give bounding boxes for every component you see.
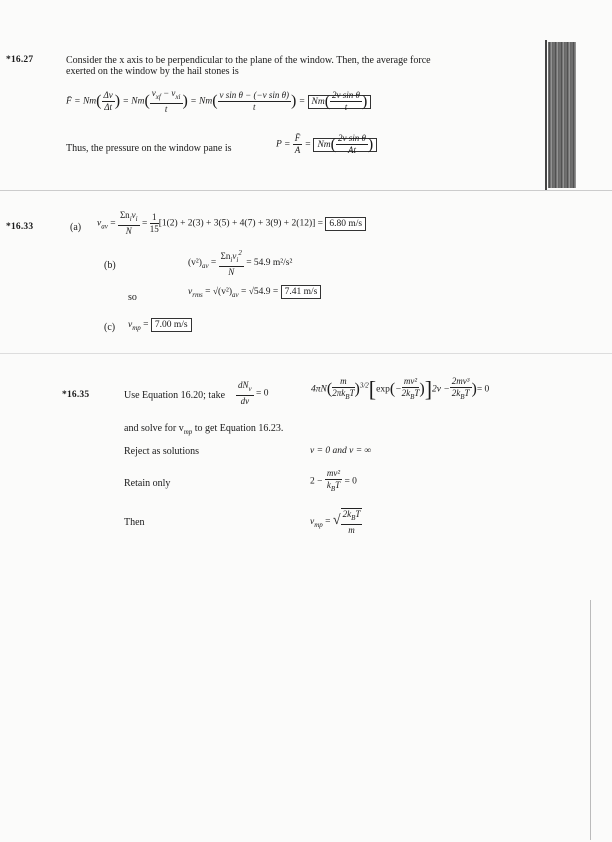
derivative-condition: $\frac{dN_v}{dv}$ = 0 [238,380,269,406]
part-label: (b) [104,260,116,271]
eq-term: = Nm [122,96,145,107]
force-equation: F̄ = Nm( $\frac{\Delta v}{\Delta t}$ ) = Nm( $\frac{v_{xf} - v_{xi}}{t}$ ) = Nm( $\frac{\text{v sin θ − (−v sin θ)}}{t}$ ) = Nm( $\frac{\text{2v sin θ}}{t}$ ) [66,88,371,115]
problem-number: *16.35 [62,390,90,400]
problem-text: Use Equation 16.20; take [124,390,226,401]
result-value: = 54.9 m²/s² [246,258,293,269]
eq-lhs: P = [276,139,291,150]
problem-text: exerted on the window by the hail stones is [66,66,239,77]
problem-number: *16.33 [6,222,34,232]
eq-term: = [304,139,312,150]
so-label: so [128,292,137,303]
scan-strip [548,42,576,188]
most-probable-equation: $v_{mp} = 7.00$ m/s [128,320,192,332]
fraction: $\frac{\text{v sin θ − (−v sin θ)}}{t}$ [219,89,289,112]
answer-box: Nm( $\frac{\text{2v sin θ}}{t}$ ) [308,95,372,109]
fraction: $\frac{2k_BT}{m}$ [342,509,361,535]
page-rule [0,190,612,191]
fraction: $\frac{\Delta v}{\Delta t}$ [103,89,113,112]
fraction: $\frac{v_{xf} - v_{xi}}{t}$ [151,88,181,114]
fraction: $\frac{dN_v}{dv}$ [238,380,252,406]
fraction: $\frac{\text{2mv³}}{2k_BT}$ [451,376,470,401]
answer-box: 7.41 m/s [281,285,322,299]
scan-edge [545,40,547,190]
answer-box: Nm( $\frac{\text{2v sin θ}}{At}$ ) [313,138,377,152]
answer-box: 6.80 m/s [325,217,366,231]
then-label: Then [124,517,145,528]
fraction: $\frac{\Sigma n_iv_i}{N}$ [119,210,138,236]
reject-equation: v = 0 and v = ∞ [310,446,372,456]
problem-number: *16.27 [6,55,34,65]
then-equation: $v_{mp}$ = √ $\frac{2k_BT}{m}$ [310,509,361,535]
reject-label: Reject as solutions [124,446,199,457]
maxwell-derivative-equation: 4πN( $\frac{m}{2\pi k_BT}$ )$^{3/2}$[exp(− $\frac{\text{mv²}}{2k_BT}$ )]2v − $\frac{\text{2mv³}}{2k_BT}$ )= 0 [311,376,490,402]
scan-edge-right [590,600,591,840]
sum-expression: [1(2) + 2(3) + 3(5) + 4(7) + 3(9) + 2(12)] = [158,218,324,229]
eq-term: = Nm [190,96,213,107]
pressure-equation [276,133,377,156]
fraction: $\frac{1}{15}$ [149,211,159,234]
answer-box: 7.00 m/s [151,318,192,332]
average-speed-equation: $v_{av}$ = $\frac{\Sigma n_iv_i}{N}$ = $\frac{1}{15}$ [1(2) + 2(3) + 3(5) + 4(7) + 3(9) + 2(12)] = 6.80 m/s [97,210,366,237]
pressure-text: Thus, the pressure on the window pane is [66,143,232,154]
retain-equation: 2 − $\frac{\text{mv²}}{k_BT}$ = 0 [310,468,357,493]
problem-text: Consider the x axis to be perpendicular to the plane of the window. Then, the average force [66,55,431,66]
retain-label: Retain only [124,478,171,489]
rms-equation: $v_{rms} = √(v^2)_{av} = √54.9 = 7.41$ m/s [188,287,321,299]
fraction: $\frac{\text{mv²}}{k_BT}$ [326,468,341,493]
solve-text: and solve for $v_{mp}$ to get Equation 16.23. [124,423,284,436]
fraction: $\frac{\text{mv²}}{2k_BT}$ [401,376,420,401]
part-label: (c) [104,322,116,333]
mean-square-equation: $(v^2)_{av}$ = $\frac{\Sigma n_iv_i^2}{N}$ = 54.9 m²/s² [188,249,293,277]
page-rule [0,353,612,354]
part-label: (a) [70,222,82,233]
fraction: $\frac{m}{2\pi k_BT}$ [332,376,355,401]
eq-lhs: F̄ = Nm [66,96,97,107]
fraction: $\frac{\Sigma n_iv_i^2}{N}$ [220,249,242,277]
fraction: $\frac{F̄}{A}$ [294,133,301,155]
eq-term: = [298,96,306,107]
